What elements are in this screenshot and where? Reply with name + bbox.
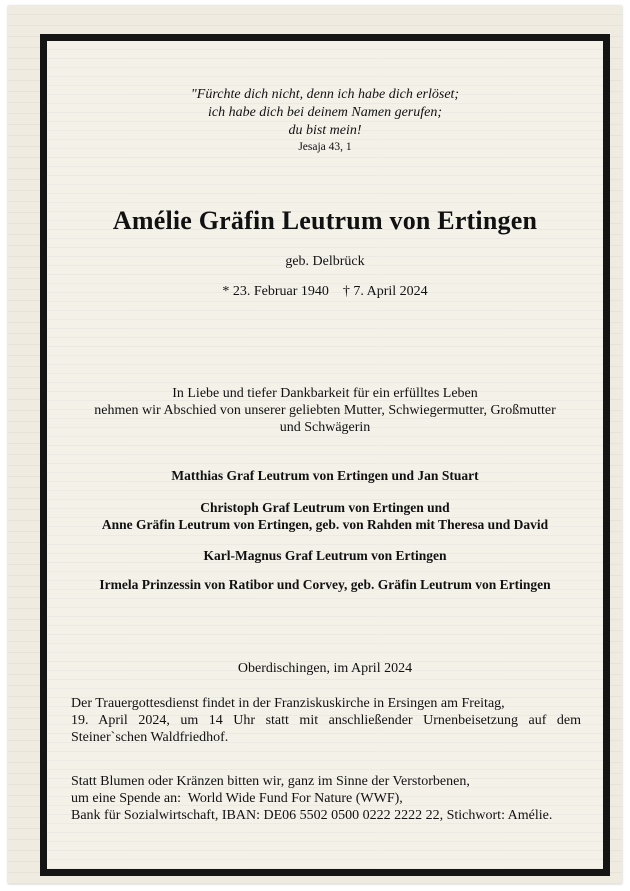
birth-date: * 23. Februar 1940 <box>222 284 329 299</box>
mourner-line: Anne Gräfin Leutrum von Ertingen, geb. von Rahden mit Theresa und David <box>101 517 549 532</box>
quote-line: ich habe dich bei deinem Namen gerufen; <box>207 105 443 120</box>
donation-info <box>71 773 581 824</box>
service-line: 19. April 2024, um 14 Uhr statt mit anschließender Urnenbeisetzung auf dem <box>71 713 581 728</box>
service-info <box>71 695 581 746</box>
quote-line: "Fürchte dich nicht, denn ich habe dich erlöset; <box>190 87 460 102</box>
mourner-group <box>47 467 603 484</box>
farewell-line: nehmen wir Abschied von unserer geliebten Mutter, Schwiegermutter, Großmutter <box>94 403 556 418</box>
birth-name: geb. Delbrück <box>285 254 365 269</box>
death-date: † 7. April 2024 <box>342 284 428 299</box>
life-dates <box>47 284 603 300</box>
farewell-text <box>47 385 603 436</box>
mourner-group <box>47 576 603 593</box>
donation-line: Bank für Sozialwirtschaft, IBAN: DE06 5502 0500 0222 2222 22, Stichwort: Amélie. <box>71 808 553 823</box>
quote-line: du bist mein! <box>288 123 362 138</box>
donation-line: Statt Blumen oder Kränzen bitten wir, ganz im Sinne der Verstorbenen, <box>71 774 470 789</box>
mourner-line: Irmela Prinzessin von Ratibor und Corvey, geb. Gräfin Leutrum von Ertingen <box>99 577 551 592</box>
mourner-group <box>47 499 603 533</box>
place-and-date: Oberdischingen, im April 2024 <box>237 661 413 676</box>
mourner-line: Karl-Magnus Graf Leutrum von Ertingen <box>203 548 447 563</box>
service-line: Steiner`schen Waldfriedhof. <box>71 730 229 745</box>
bible-quote <box>47 86 603 140</box>
mourner-line: Christoph Graf Leutrum von Ertingen und <box>200 500 450 515</box>
deceased-name: Amélie Gräfin Leutrum von Ertingen <box>112 206 538 235</box>
farewell-line: In Liebe und tiefer Dankbarkeit für ein erfülltes Leben <box>172 386 478 401</box>
service-line: Der Trauergottesdienst findet in der Franziskuskirche in Ersingen am Freitag, <box>71 696 505 711</box>
donation-line: um eine Spende an: World Wide Fund For Nature (WWF), <box>71 791 403 806</box>
paper-background <box>8 6 622 884</box>
quote-source: Jesaja 43, 1 <box>298 141 352 153</box>
black-border-frame <box>40 34 610 876</box>
obituary-content <box>47 41 603 869</box>
mourner-group <box>47 547 603 564</box>
farewell-line: und Schwägerin <box>279 420 371 435</box>
mourner-line: Matthias Graf Leutrum von Ertingen und Jan Stuart <box>171 468 479 483</box>
